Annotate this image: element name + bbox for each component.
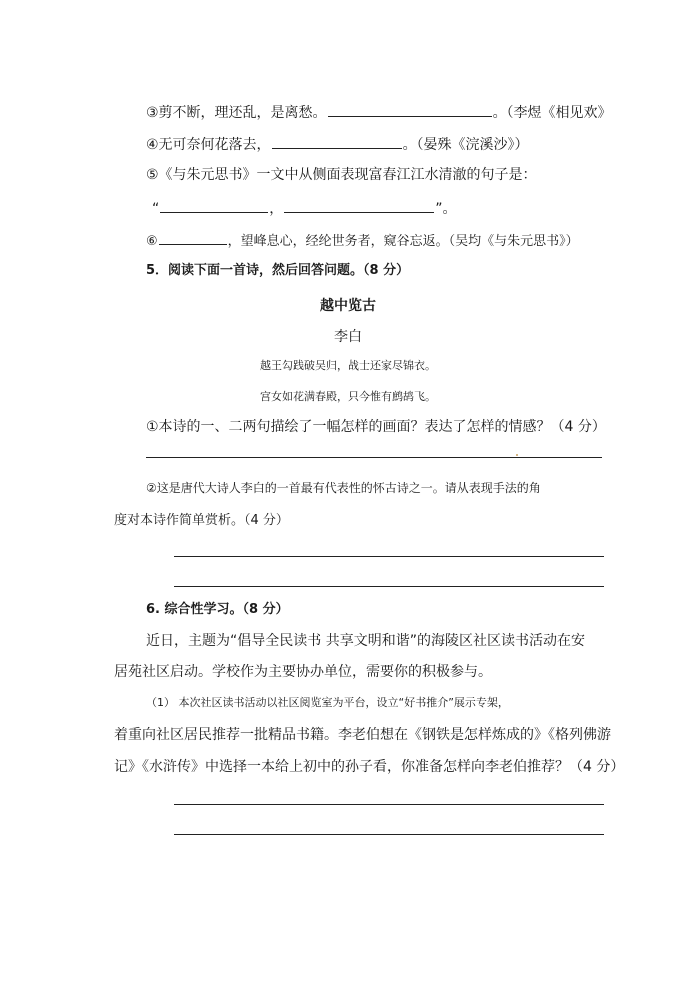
q5-sub1: ①本诗的一、二两句描绘了一幅怎样的画面？表达了怎样的情感？（4 分） [146,419,606,435]
q4-item6-prefix: ⑥ [146,234,158,249]
poem-title: 越中览古 [320,298,376,314]
q4-item3 [146,104,612,120]
answer-line[interactable] [174,804,604,805]
open-quote: “ [152,201,160,217]
comma: ， [269,201,284,217]
speck [516,454,518,456]
answer-line[interactable] [146,457,602,458]
q4-item4-prefix: ④无可奈何花落去， [146,137,271,153]
answer-blank[interactable] [272,136,402,149]
q4-item5-answer [152,200,457,216]
q5-sub2-line2: 度对本诗作简单赏析。（4 分） [114,513,289,528]
q4-item4 [146,136,529,152]
q4-item3-prefix: ③剪不断，理还乱，是离愁。 [146,105,327,121]
q5-heading: 5．阅读下面一首诗，然后回答问题。（8 分） [146,263,410,278]
q4-item4-suffix: 。（晏殊《浣溪沙》） [402,137,529,153]
q6-sub1-line2: 着重向社区居民推荐一批精品书籍。李老伯想在《钢铁是怎样炼成的》《格列佛游 [114,727,611,743]
answer-line[interactable] [174,586,604,587]
q4-item3-suffix: 。（李煜《相见欢》 [492,105,612,121]
answer-blank[interactable] [284,200,434,213]
close-quote: ”。 [435,201,457,217]
answer-line[interactable] [174,556,604,557]
q4-item6 [146,232,579,248]
q4-item5-question: ⑤《与朱元思书》一文中从侧面表现富春江江水清澈的句子是： [146,167,537,183]
answer-blank[interactable] [160,200,268,213]
poem-line-1: 越王勾践破吴归，战士还家尽锦衣。 [260,359,436,372]
answer-line[interactable] [174,834,604,835]
q6-sub1-line1: （1） 本次社区读书活动以社区阅览室为平台，设立“好书推介”展示专架， [146,696,509,709]
poem-line-2: 宫女如花满春殿，只今惟有鹧鸪飞。 [260,390,436,403]
q5-sub2-line1: ②这是唐代大诗人李白的一首最有代表性的怀古诗之一。请从表现手法的角 [146,481,541,495]
q4-item6-suffix: ，望峰息心，经纶世务者，窥谷忘返。（吴均《与朱元思书》） [227,234,579,249]
answer-blank[interactable] [159,232,227,245]
q6-intro-line2: 居苑社区启动。学校作为主要协办单位，需要你的积极参与。 [114,664,492,680]
q6-sub1-line3: 记》《水浒传》中选择一本给上初中的孙子看，你准备怎样向李老伯推荐？（4 分） [114,759,625,775]
q6-intro-line1: 近日，主题为“倡导全民读书 共享文明和谐”的海陵区社区读书活动在安 [146,633,585,649]
answer-blank[interactable] [328,104,492,117]
poem-author: 李白 [334,329,362,345]
q6-heading: 6. 综合性学习。（8 分） [146,602,289,617]
